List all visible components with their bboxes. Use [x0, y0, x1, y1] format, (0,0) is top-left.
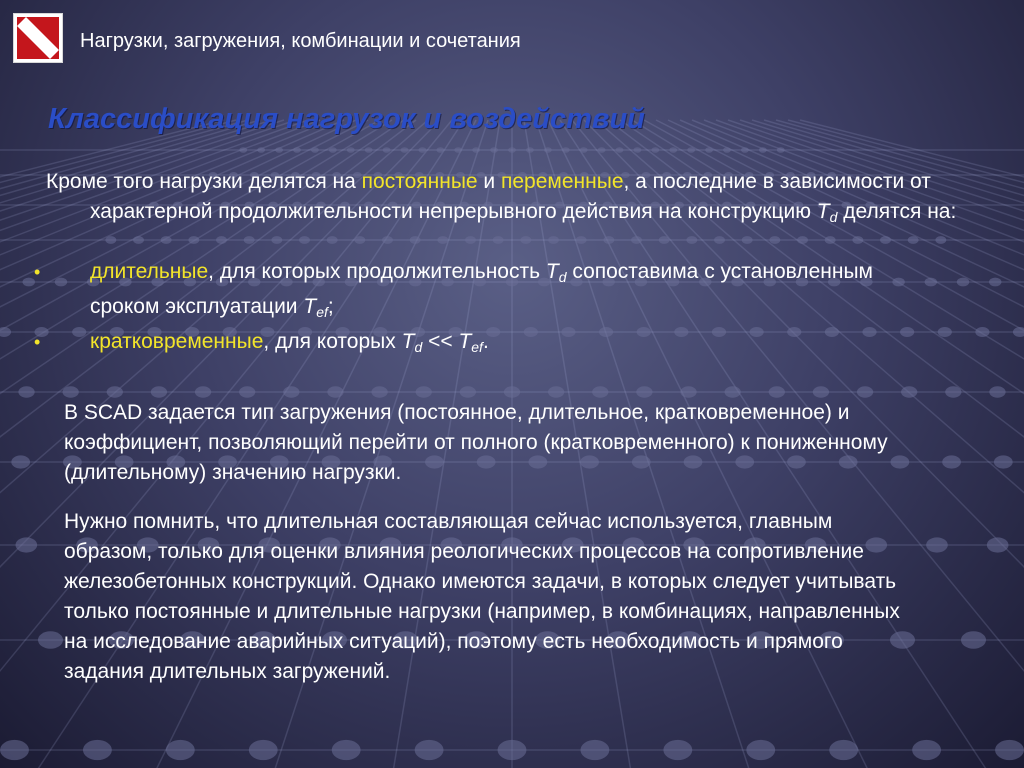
- math-subscript: ef: [471, 339, 483, 355]
- math-subscript: d: [829, 209, 838, 225]
- math-symbol: T: [303, 295, 317, 318]
- math-symbol: T: [545, 260, 559, 283]
- logo-icon: [13, 13, 63, 63]
- bullet-list: [34, 257, 934, 362]
- bullet-text: , для которых: [263, 330, 402, 353]
- term-long-term: длительные: [90, 260, 209, 283]
- term-variable: переменные: [501, 170, 624, 193]
- slide-title: Классификация нагрузок и воздействий: [48, 103, 645, 135]
- intro-text: Кроме того нагрузки делятся на: [46, 170, 362, 193]
- bullet-icon: •: [34, 262, 41, 282]
- bullet-text: сопоставима с установленным сроком эксплуатации: [90, 260, 873, 318]
- math-subscript: ef: [316, 304, 328, 320]
- bullet-text: ;: [327, 295, 334, 318]
- term-permanent: постоянные: [361, 170, 478, 193]
- header-title: Нагрузки, загружения, комбинации и сочетания: [80, 30, 521, 52]
- scad-paragraph: В SCAD задается тип загружения (постоянное, длительное, кратковременное) и коэффициент, позволяющий перейти от полного (кратковременного) к пониженному (длительному) значению нагрузки.: [64, 401, 888, 484]
- math-symbol: T: [401, 330, 415, 353]
- math-subscript: d: [414, 339, 423, 355]
- list-item: [34, 257, 934, 327]
- intro-paragraph: [46, 167, 1024, 232]
- math-subscript: d: [558, 269, 567, 285]
- math-symbol: T: [816, 200, 830, 223]
- term-short-term: кратковременные: [90, 330, 264, 353]
- bullet-text: , для которых продолжительность: [208, 260, 546, 283]
- list-item: [34, 327, 934, 362]
- intro-text: делятся на:: [837, 200, 957, 223]
- intro-text: , а последние в зависимости от характерной продолжительности непрерывного действия на конструкцию: [90, 170, 931, 223]
- bullet-text: .: [482, 330, 489, 353]
- intro-text: и: [477, 170, 501, 193]
- note-paragraph: Нужно помнить, что длительная составляющая сейчас используется, главным образом, только для оценки влияния реологических процессов на сопротивление железобетонных конструкций. Однако имеются задачи, в которых следует учитывать только постоянные и длительные нагрузки (например, в комбинациях, направленных на исследование аварийных ситуаций), поэтому есть необходимость и прямого задания длительных загружений.: [64, 510, 900, 683]
- bullet-icon: •: [34, 332, 41, 352]
- math-symbol: T: [458, 330, 472, 353]
- bullet-text: <<: [422, 330, 459, 353]
